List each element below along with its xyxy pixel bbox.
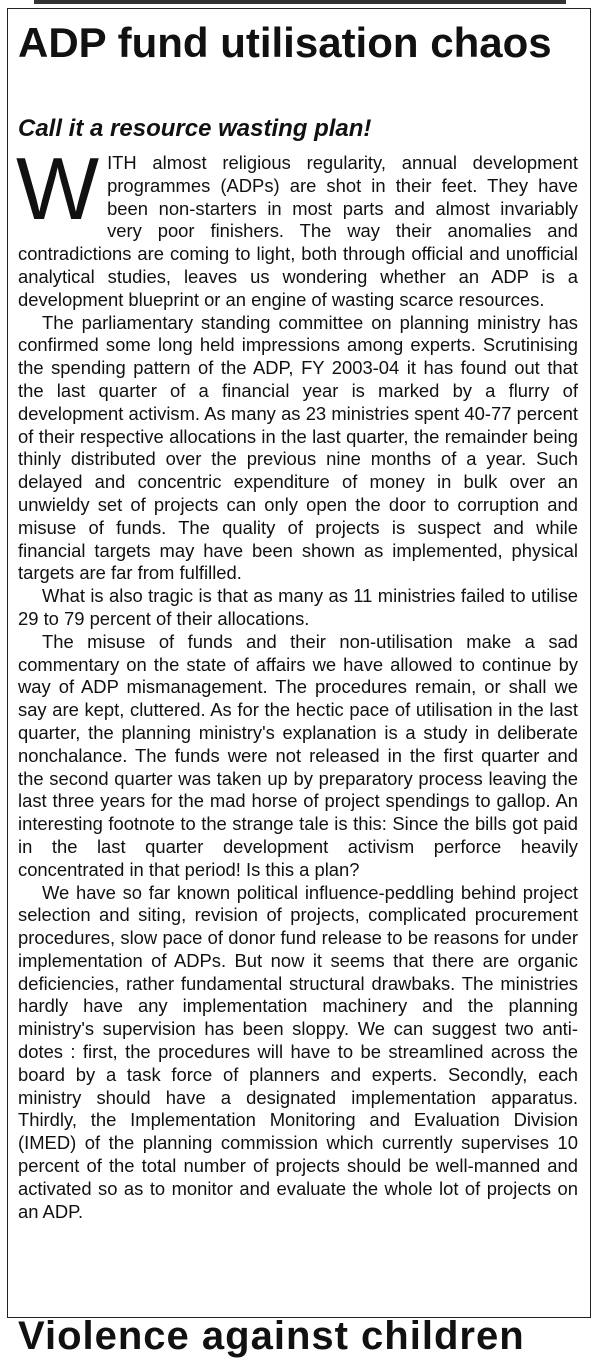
paragraph-5: We have so far known political influence-peddling behind project selection and siting, revision of projects, complicated procurement procedures, slow pace of donor fund release to be reasons for under implementation of ADPs. But now it seems that there are organic deficiencies, rather fundamental structural drawbaks. The ministries hardly have any implementation machinery and the planning ministry's supervision has been sloppy. We can suggest two anti-dotes : first, the procedures will have to be streamlined across the board by a task force of planners and experts. Secondly, each ministry should have a designated implementation apparatus. Thirdly, the Implementation Monitoring and Evaluation Division (IMED) of the planning commission which currently supervises 10 percent of the total number of projects should be well-manned and activated so as to monitor and evaluate the whole lot of projects on an ADP. bbox=[18, 881, 578, 1222]
paragraph-1 bbox=[16, 139, 578, 312]
top-rule bbox=[34, 0, 566, 4]
article-body bbox=[16, 139, 578, 1223]
paragraph-4: The misuse of funds and their non-utilisation make a sad commentary on the state of affairs we have allowed to continue by way of ADP mismanagement. The procedures remain, or shall we say are kept, cluttered. As for the hectic pace of utilisation in the last quarter, the planning ministry's explanation is a study in deliberate nonchalance. The funds were not released in the first quarter and the second quarter was taken up by preparatory process leaving the last three years for the mad horse of project spendings to gallop. An interesting footnote to the strange tale is this: Since the bills got paid in the last quarter development activism perforce heavily concentrated in that period! Is this a plan? bbox=[18, 630, 578, 880]
next-article-headline-text: Violence against children bbox=[18, 1314, 525, 1358]
drop-cap: W bbox=[16, 139, 100, 238]
paragraph-3: What is also tragic is that as many as 11 ministries failed to utilise 29 to 79 percent of their allocations. bbox=[18, 585, 578, 629]
paragraph-2: The parliamentary standing committee on planning ministry has confirmed some long held impressions among experts. Scrutinising the spending pattern of the ADP, FY 2003-04 it has found out that the last quarter of a financial year is marked by a flurry of development activism. As many as 23 ministries spent 40-77 percent of their respective allocations in the last quarter, the remainder being thinly distributed over the previous nine months of a year. Such delayed and concentric expenditure of money in bulk over an unwieldy set of projects can only open the door to corruption and misuse of funds. The quality of projects is suspect and while financial targets may have been shown as implemented, physical targets are far from fulfilled. bbox=[18, 311, 578, 584]
paragraph-1-text: ITH almost religious regularity, annual development programmes (ADPs) are shot in their feet. They have been non-starters in most parts and almost invariably very poor finishers. The way their anomalies and contradictions are coming to light, both through official and unofficial analytical studies, leaves us wondering whether an ADP is a development blueprint or an engine of wasting scarce resources. bbox=[18, 152, 578, 310]
next-article-headline bbox=[18, 1314, 578, 1358]
article-title: ADP fund utilisation chaos bbox=[18, 19, 552, 66]
article-subtitle: Call it a resource wasting plan! bbox=[18, 115, 372, 142]
